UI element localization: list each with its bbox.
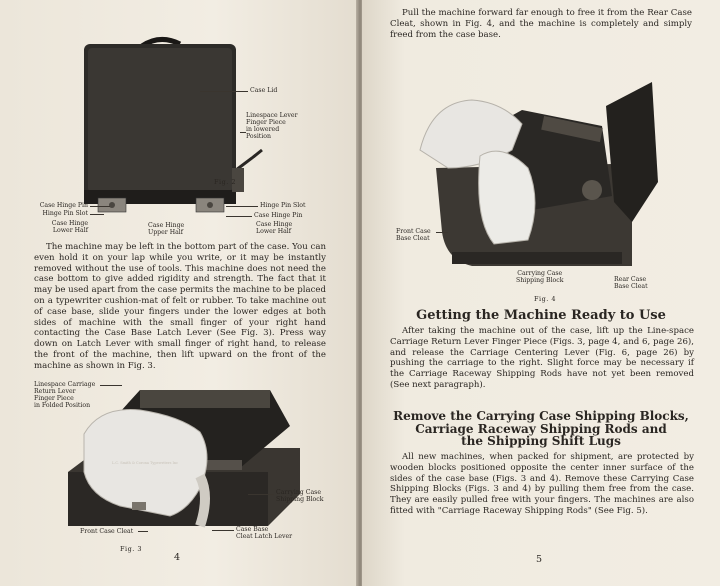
- heading-getting-ready: Getting the Machine Ready to Use: [416, 308, 666, 323]
- page-number-right: 5: [536, 554, 543, 565]
- fig2-label-case-hinge-lower-left: Case Hinge Lower Half: [51, 220, 88, 234]
- fig4-label-carrying-case-block: Carrying Case Shipping Block: [516, 270, 564, 284]
- fig2-label-case-hinge-lower-right: Case Hinge Lower Half: [256, 221, 293, 235]
- right-page: [362, 0, 720, 586]
- fig2-case-illustration: [0, 0, 358, 230]
- fig3-label-linespace-carriage: Linespace Carriage Return Lever Finger Piece in Folded Position: [34, 381, 96, 409]
- fig2-label-hinge-pin-slot: Hinge Pin Slot: [42, 210, 88, 217]
- right-intro-paragraph: Pull the machine forward far enough to free it from the Rear Case Cleat, shown in Fig. 4, and the machine is completely and simply freed from the case base.: [390, 8, 692, 40]
- fig2-label-case-lid: Case Lid: [250, 87, 278, 94]
- fig2-label-case-hinge-pin-right: Case Hinge Pin: [254, 212, 303, 219]
- fig3-brand-plate: L.C. Smith & Corona Typewriters Inc: [112, 461, 179, 465]
- fig3-caption: Fig. 3: [120, 545, 143, 553]
- fig2-caption: Fig. 2: [214, 178, 237, 186]
- fig2-label-case-hinge-upper: Case Hinge Upper Half: [148, 222, 185, 236]
- right-paragraph-1: After taking the machine out of the case, lift up the Line-space Carriage Return Lever Finger Piece (Figs. 3, page 4, and 6, page 26), and release the Carriage Centering Lever (Fig. 6, page 26) by pushing the carriage to the right. Slight force may be necessary if the Carriage Raceway Shipping Rods have not yet been removed (See next paragraph).: [390, 326, 694, 390]
- page-number-left: 4: [174, 552, 181, 563]
- right-paragraph-2: All new machines, when packed for shipment, are protected by wooden blocks positioned opposite the center inner surface of the sides of the case base (Figs. 3 and 4). Remove these Carrying Case Shipping Blocks (Figs. 3 and 4) by pulling them free from the case. They are easily pulled free with your fingers. The machines are also fitted with "Carriage Raceway Shipping Rods" (See Fig. 5).: [390, 452, 694, 516]
- fig2-label-linespace-lever: Linespace Lever Finger Piece in lowered Position: [246, 112, 298, 140]
- fig4-caption: Fig. 4: [534, 295, 557, 303]
- fig3-label-carrying-case-block: Carrying Case Shipping Block: [276, 489, 324, 503]
- heading-remove-blocks: Remove the Carrying Case Shipping Blocks, Carriage Raceway Shipping Rods and the Shipping Shift Lugs: [393, 409, 689, 448]
- fig2-label-hinge-pin-slot-right: Hinge Pin Slot: [260, 202, 306, 209]
- fig3-label-case-base-latch: Case Base Cleat Latch Lever: [236, 526, 293, 540]
- left-paragraph: The machine may be left in the bottom part of the case. You can even hold it on your lap while you write, or it may be instantly removed without the use of tools. This machine does not need the case bottom to give added rigidity and strength. The fact that it may be used apart from the case permits the machine to be placed on a typewriter cushion-mat of felt or rubber. To take machine out of case base, slide your fingers under the lower edges at both sides of machine with the small finger of your right hand contacting the Case Base Latch Lever (See Fig. 3). Press way down on Latch Lever with small finger of right hand, to release the front of the machine, then lift upward on the front of the machine as shown in Fig. 3.: [34, 242, 326, 371]
- fig3-label-front-case-cleat: Front Case Cleat: [80, 528, 134, 535]
- fig2-label-case-hinge-pin: Case Hinge Pin: [39, 202, 88, 209]
- left-page: [0, 0, 358, 586]
- fig4-label-front-case-base-cleat: Front Case Base Cleat: [396, 228, 431, 242]
- fig4-label-rear-case-base-cleat: Rear Case Base Cleat: [614, 276, 648, 290]
- fig4-machine-illustration: [362, 72, 720, 272]
